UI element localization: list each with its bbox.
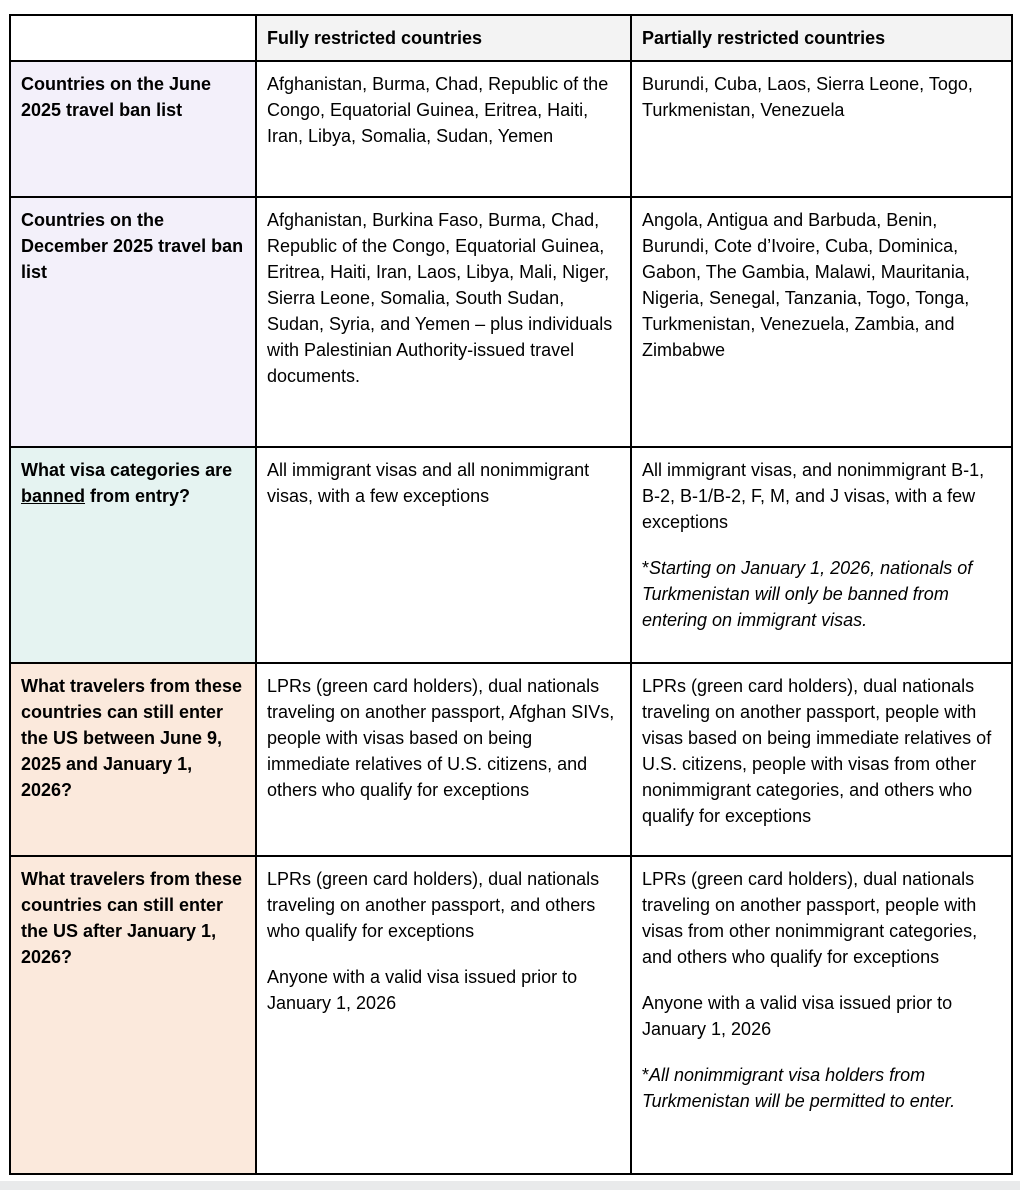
- enter-after-partially-p2: Anyone with a valid visa issued prior to January 1, 2026: [642, 993, 953, 1039]
- december-partially-text: Angola, Antigua and Barbuda, Benin, Burundi, Cote d’Ivoire, Cuba, Dominica, Gabon, The Gambia, Malawi, Mauritania, Nigeria, Senegal, Tanzania, Togo, Tonga, Turkmenistan, Venezuela, Zambia, and Zimbabwe: [642, 210, 970, 360]
- note-asterisk: *: [642, 1065, 650, 1085]
- cell-enter-after-fully: [256, 856, 631, 1174]
- december-fully-text: Afghanistan, Burkina Faso, Burma, Chad, Republic of the Congo, Equatorial Guinea, Eritrea, Haiti, Iran, Laos, Libya, Mali, Niger, Sierra Leone, Somalia, South Sudan, Sudan, Syria, and Yemen – plus individuals with Palestinian Authority-issued travel documents.: [267, 210, 613, 386]
- header-fully-restricted: Fully restricted countries: [256, 15, 631, 61]
- row-june-2025-list: [10, 61, 1012, 197]
- header-row: [10, 15, 1012, 61]
- cell-december-partially: [631, 197, 1012, 447]
- row-enter-after-jan-2026: [10, 856, 1012, 1174]
- row-december-2025-list: [10, 197, 1012, 447]
- visa-label-pre: What visa categories are: [21, 460, 233, 480]
- enter-after-turkmenistan-note-text: All nonimmigrant visa holders from Turkmenistan will be permitted to enter.: [642, 1065, 956, 1111]
- visa-fully-text: All immigrant visas and all nonimmigrant visas, with a few exceptions: [267, 460, 590, 506]
- cell-june-partially: [631, 61, 1012, 197]
- cell-enter-after-partially: [631, 856, 1012, 1174]
- cell-visa-partially: [631, 447, 1012, 663]
- row-label-visa-categories: [10, 447, 256, 663]
- page-bottom-strip: [0, 1181, 1020, 1190]
- row-label-enter-between: What travelers from these countries can still enter the US between June 9, 2025 and January 1, 2026?: [10, 663, 256, 856]
- enter-after-partially-p1: LPRs (green card holders), dual nationals traveling on another passport, people with visas from other nonimmigrant categories, and others who qualify for exceptions: [642, 869, 978, 967]
- visa-label-post: from entry?: [85, 486, 191, 506]
- cell-enter-between-fully: [256, 663, 631, 856]
- row-enter-between-dates: [10, 663, 1012, 856]
- june-fully-text: Afghanistan, Burma, Chad, Republic of the Congo, Equatorial Guinea, Eritrea, Haiti, Iran, Libya, Somalia, Sudan, Yemen: [267, 74, 609, 146]
- cell-june-fully: [256, 61, 631, 197]
- row-label-enter-after: What travelers from these countries can still enter the US after January 1, 2026?: [10, 856, 256, 1174]
- header-partially-restricted: Partially restricted countries: [631, 15, 1012, 61]
- visa-label-banned-underlined: banned: [21, 486, 86, 506]
- visa-partially-note: [642, 555, 1001, 633]
- cell-enter-between-partially: [631, 663, 1012, 856]
- row-label-december-2025-list: Countries on the December 2025 travel ban list: [10, 197, 256, 447]
- enter-after-partially-note: [642, 1062, 1001, 1114]
- header-blank-cell: [10, 15, 256, 61]
- enter-between-fully-text: LPRs (green card holders), dual nationals traveling on another passport, Afghan SIVs, people with visas based on being immediate relatives of U.S. citizens, and others who qualify for exceptions: [267, 676, 615, 800]
- june-partially-text: Burundi, Cuba, Laos, Sierra Leone, Togo, Turkmenistan, Venezuela: [642, 74, 973, 120]
- travel-ban-table: [9, 14, 1013, 1175]
- visa-turkmenistan-note-text: Starting on January 1, 2026, nationals of Turkmenistan will only be banned from entering on immigrant visas.: [642, 558, 973, 630]
- visa-partially-main-text: All immigrant visas, and nonimmigrant B-1, B-2, B-1/B-2, F, M, and J visas, with a few exceptions: [642, 460, 985, 532]
- enter-between-partially-text: LPRs (green card holders), dual nationals traveling on another passport, people with visas based on being immediate relatives of U.S. citizens, people with visas from other nonimmigrant categories, and others who qualify for exceptions: [642, 676, 992, 826]
- enter-after-fully-p2: Anyone with a valid visa issued prior to January 1, 2026: [267, 967, 578, 1013]
- row-visa-categories-banned: [10, 447, 1012, 663]
- note-asterisk: *: [642, 558, 650, 578]
- row-label-june-2025-list: Countries on the June 2025 travel ban list: [10, 61, 256, 197]
- enter-after-fully-p1: LPRs (green card holders), dual nationals traveling on another passport, and others who qualify for exceptions: [267, 869, 600, 941]
- cell-visa-fully: [256, 447, 631, 663]
- cell-december-fully: [256, 197, 631, 447]
